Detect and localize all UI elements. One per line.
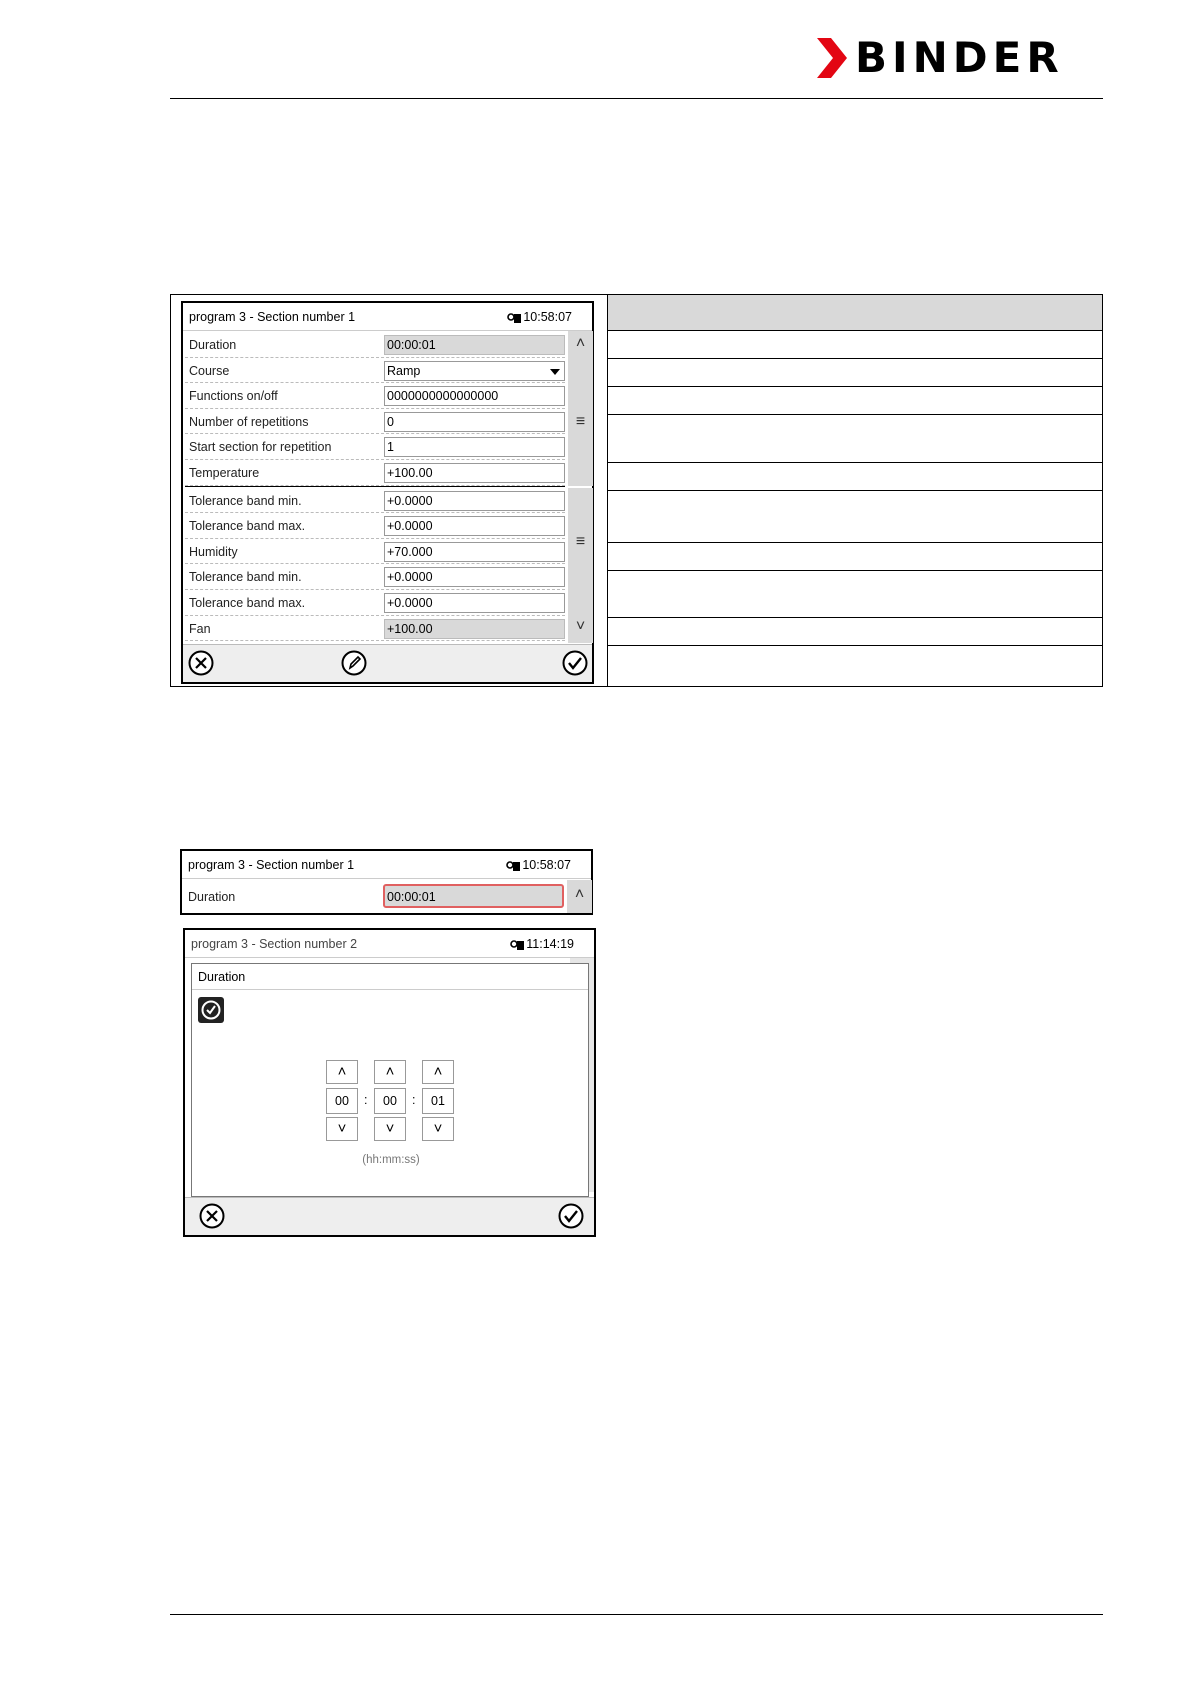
format-hint: (hh:mm:ss) xyxy=(362,1154,420,1166)
parameter-label: Tolerance band max. xyxy=(189,596,306,610)
parameter-value: 0 xyxy=(387,414,394,429)
description-row xyxy=(608,463,1102,491)
parameter-row[interactable] xyxy=(185,513,565,539)
description-table xyxy=(170,294,1103,687)
confirm-icon[interactable] xyxy=(558,1203,584,1229)
parameter-value: +100.00 xyxy=(387,466,433,480)
course-dropdown[interactable] xyxy=(384,361,565,381)
description-row xyxy=(608,387,1102,415)
dialog-header xyxy=(192,964,588,990)
parameter-row[interactable] xyxy=(185,460,565,486)
parameter-label: Humidity xyxy=(189,544,238,559)
parameter-value: +0.0000 xyxy=(387,570,433,585)
program-section-screen xyxy=(181,301,594,684)
parameter-value: 00:00:01 xyxy=(387,338,436,352)
description-row xyxy=(608,415,1102,463)
screen-footer xyxy=(183,644,592,682)
scrollbar-upper[interactable] xyxy=(568,331,593,486)
screen-title: program 3 - Section number 1 xyxy=(189,310,356,324)
parameter-row[interactable] xyxy=(185,488,565,514)
dialog-title: Duration xyxy=(198,970,246,984)
screen-title: program 3 - Section number 1 xyxy=(188,858,355,872)
description-row xyxy=(608,543,1102,571)
parameter-row[interactable] xyxy=(185,409,565,435)
scroll-handle-icon[interactable]: ≡ xyxy=(575,533,586,550)
duration-label: Duration xyxy=(188,890,236,904)
clock-time: 10:58:07 xyxy=(522,858,571,872)
parameter-value-field[interactable] xyxy=(384,593,565,613)
confirm-icon[interactable] xyxy=(562,650,588,676)
seconds-up-button[interactable]: ˄ xyxy=(422,1060,454,1084)
description-row xyxy=(608,571,1102,618)
screen-title-bar xyxy=(182,851,591,879)
parameter-value: +0.0000 xyxy=(387,519,433,534)
parameter-value-field[interactable] xyxy=(384,437,565,457)
minutes-up-button[interactable]: ˄ xyxy=(374,1060,406,1084)
parameter-label: Course xyxy=(189,363,230,378)
scroll-handle-icon[interactable]: ≡ xyxy=(575,413,586,430)
duration-field[interactable]: 00:00:01 xyxy=(383,884,564,908)
description-column xyxy=(608,295,1102,686)
parameter-row[interactable] xyxy=(185,590,565,616)
parameter-value: 1 xyxy=(387,440,394,455)
parameter-label: Tolerance band min. xyxy=(189,570,302,585)
clock-icon xyxy=(198,997,224,1023)
description-header xyxy=(608,295,1102,331)
parameter-value-field[interactable] xyxy=(384,491,565,511)
dialog-footer xyxy=(185,1197,594,1235)
parameter-value-field[interactable] xyxy=(384,412,565,432)
parameter-label: Fan xyxy=(189,621,211,636)
dropdown-arrow-icon[interactable] xyxy=(550,369,560,375)
scrollbar[interactable] xyxy=(567,880,592,913)
hours-field[interactable]: 00 xyxy=(326,1088,358,1114)
parameter-label: Temperature xyxy=(189,466,260,480)
parameter-value: +0.0000 xyxy=(387,493,433,508)
parameter-row[interactable] xyxy=(185,332,565,358)
time-separator: : xyxy=(412,1093,416,1107)
duration-row[interactable] xyxy=(184,880,564,913)
time-spinner xyxy=(326,1060,456,1180)
lock-key-icon xyxy=(507,311,521,323)
screen-title-bar xyxy=(183,303,592,331)
header-rule xyxy=(170,98,1103,99)
parameter-value: 0000000000000000 xyxy=(387,389,499,404)
parameter-row[interactable] xyxy=(185,434,565,460)
parameter-row[interactable] xyxy=(185,383,565,409)
screen-title: program 3 - Section number 2 xyxy=(191,937,358,951)
hours-up-button[interactable]: ˄ xyxy=(326,1060,358,1084)
lock-key-icon xyxy=(510,938,524,950)
page-divider xyxy=(185,486,565,487)
parameter-value-field[interactable] xyxy=(384,386,565,406)
parameter-value-field[interactable] xyxy=(384,516,565,536)
footer-rule xyxy=(170,1614,1103,1615)
description-row xyxy=(608,331,1102,359)
clock-time: 11:14:19 xyxy=(526,937,574,951)
parameter-row[interactable] xyxy=(185,358,565,384)
duration-dialog-screen xyxy=(183,928,596,1237)
parameter-value: +70.000 xyxy=(387,544,433,559)
parameter-row[interactable] xyxy=(185,564,565,590)
scroll-up-icon[interactable]: ˄ xyxy=(574,886,585,903)
screenshot-cell xyxy=(171,295,608,686)
parameter-value-field[interactable] xyxy=(384,463,565,483)
time-separator: : xyxy=(364,1093,368,1107)
minutes-down-button[interactable]: ˅ xyxy=(374,1117,406,1141)
parameter-value-field[interactable] xyxy=(384,335,565,355)
parameter-label: Tolerance band max. xyxy=(189,519,306,534)
clock xyxy=(510,937,574,951)
parameter-row[interactable] xyxy=(185,616,565,642)
clock xyxy=(507,310,572,324)
parameter-label: Tolerance band min. xyxy=(189,493,302,508)
binder-logo xyxy=(817,33,1064,82)
clock-time: 10:58:07 xyxy=(523,310,572,324)
edit-icon[interactable] xyxy=(341,650,367,676)
lock-key-icon xyxy=(506,859,520,871)
hours-down-button[interactable]: ˅ xyxy=(326,1117,358,1141)
parameter-label: Duration xyxy=(189,338,237,352)
duration-dialog xyxy=(191,963,589,1197)
parameter-label: Start section for repetition xyxy=(189,440,332,455)
description-row xyxy=(608,618,1102,646)
scroll-up-icon[interactable]: ˄ xyxy=(575,335,586,352)
seconds-down-button[interactable]: ˅ xyxy=(422,1117,454,1141)
description-row xyxy=(608,359,1102,387)
cancel-icon[interactable] xyxy=(199,1203,225,1229)
cancel-icon[interactable] xyxy=(188,650,214,676)
brand-name: BINDER xyxy=(855,33,1064,82)
parameter-value: +100.00 xyxy=(387,621,433,636)
parameter-value: Ramp xyxy=(387,363,421,378)
minutes-field[interactable]: 00 xyxy=(374,1088,406,1114)
binder-logo-icon xyxy=(817,38,847,78)
parameter-value: +0.0000 xyxy=(387,596,433,610)
scroll-down-icon[interactable]: ˅ xyxy=(575,618,586,635)
parameter-value-field[interactable] xyxy=(384,542,565,562)
parameter-value-field[interactable] xyxy=(384,567,565,587)
seconds-field[interactable]: 01 xyxy=(422,1088,454,1114)
clock xyxy=(506,858,571,872)
description-row xyxy=(608,491,1102,543)
parameter-value-field[interactable] xyxy=(384,619,565,639)
duration-select-screen xyxy=(180,849,593,915)
parameter-label: Functions on/off xyxy=(189,389,278,404)
scrollbar-lower[interactable] xyxy=(568,488,593,643)
screen-title-bar xyxy=(185,930,594,958)
parameter-row[interactable] xyxy=(185,539,565,565)
parameter-label: Number of repetitions xyxy=(189,414,309,429)
